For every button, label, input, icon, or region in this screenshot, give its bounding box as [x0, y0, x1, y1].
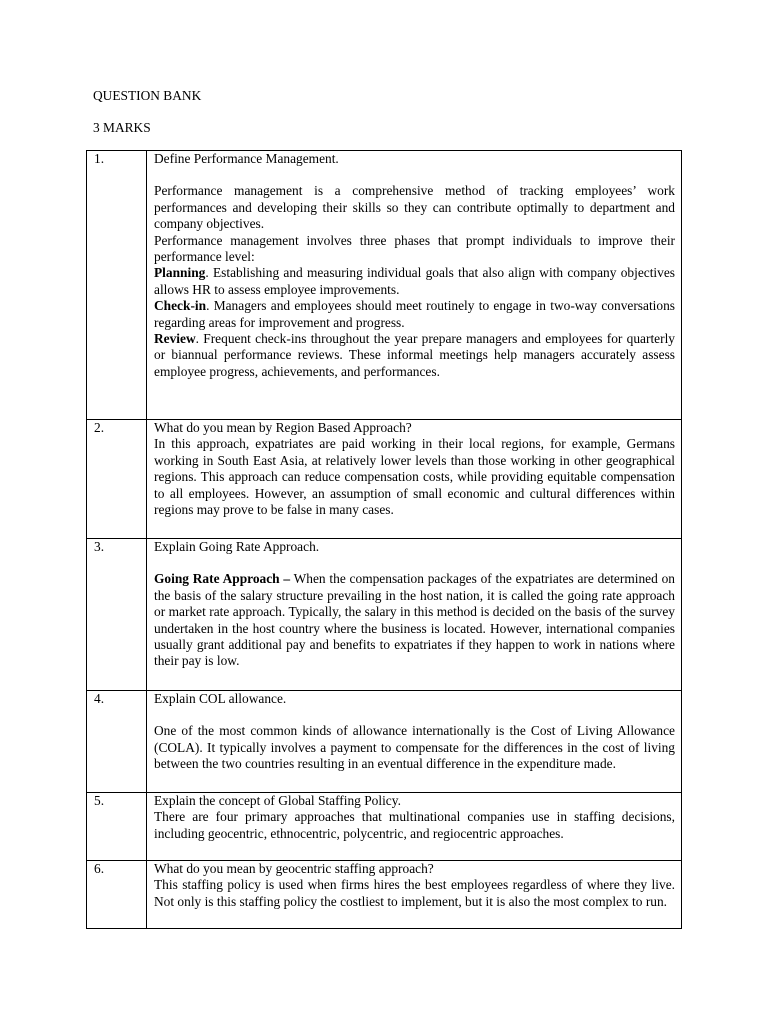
question-text: Explain Going Rate Approach. — [154, 539, 320, 554]
table-row — [87, 420, 682, 539]
question-text: Define Performance Management. — [154, 151, 339, 166]
answer-paragraph: In this approach, expatriates are paid working in their local regions, for example, Germans working in South East Asia, at relatively lower levels than those working in other geographical regions. This approach can reduce compensation costs, while providing equitable compensation to all employees. However, an assumption of small economic and cultural differences within regions may prove to be false in many cases. — [154, 436, 675, 518]
answer-paragraph: Performance management involves three phases that prompt individuals to improve their performance level: — [154, 232, 675, 265]
question-cell — [147, 539, 682, 691]
question-text: What do you mean by Region Based Approach? — [154, 420, 412, 435]
answer-paragraph: There are four primary approaches that multinational companies use in staffing decisions, including geocentric, ethnocentric, polycentric, and regiocentric approaches. — [154, 809, 675, 841]
table-row — [87, 151, 682, 420]
phase-term: Review — [154, 331, 196, 347]
phase-text: . Establishing and measuring individual goals that also align with company objectives allows HR to assess employee improvements. — [154, 265, 675, 297]
question-number: 4. — [87, 691, 147, 793]
question-cell — [147, 151, 682, 420]
question-table — [86, 150, 682, 929]
question-cell — [147, 691, 682, 793]
question-number: 6. — [87, 861, 147, 929]
question-text: Explain COL allowance. — [154, 691, 287, 706]
answer-term: Going Rate Approach – — [154, 571, 291, 587]
question-number: 2. — [87, 420, 147, 539]
question-text: Explain the concept of Global Staffing Policy. — [154, 793, 401, 808]
answer-text: When the compensation packages of the expatriates are determined on the basis of the salary structure prevailing in the host nation, it is called the going rate approach or market rate approach. Typically, the salary in this method is decided on the basis of the survey undertaken in the host country where the business is located. However, international companies usually grant additional pay and benefits to expatriates if they happen to work in nations where their pay is low. — [154, 571, 675, 669]
question-number: 1. — [87, 151, 147, 420]
table-row — [87, 691, 682, 793]
answer-paragraph: This staffing policy is used when firms hires the best employees regardless of where they live. Not only is this staffing policy the costliest to implement, but it is also the most complex to run. — [154, 877, 675, 909]
marks-heading: 3 MARKS — [93, 120, 151, 135]
phase-item — [154, 331, 675, 380]
answer-paragraph: Performance management is a comprehensive method of tracking employees’ work performances and developing their skills so they can contribute optimally to department and company objectives. — [154, 183, 675, 232]
question-cell — [147, 861, 682, 929]
table-row — [87, 539, 682, 691]
question-number: 3. — [87, 539, 147, 691]
document-title: QUESTION BANK — [93, 88, 202, 103]
phase-item — [154, 298, 675, 331]
answer-paragraph: One of the most common kinds of allowance internationally is the Cost of Living Allowance (COLA). It typically involves a payment to compensate for the differences in the cost of living between the two countries resulting in an eventual difference in the expenditure made. — [154, 723, 675, 772]
phase-text: . Frequent check-ins throughout the year prepare managers and employees for quarterly or biannual performance reviews. These informal meetings help managers accurately assess employee progress, achievements, and performances. — [154, 331, 675, 379]
phase-term: Planning — [154, 265, 206, 281]
phase-text: . Managers and employees should meet routinely to engage in two-way conversations regarding areas for improvement and progress. — [154, 298, 675, 330]
table-row — [87, 793, 682, 861]
question-text: What do you mean by geocentric staffing approach? — [154, 861, 434, 876]
phase-item — [154, 265, 675, 298]
question-cell — [147, 793, 682, 861]
question-number: 5. — [87, 793, 147, 861]
answer-paragraph — [154, 571, 675, 669]
table-row — [87, 861, 682, 929]
phase-term: Check-in — [154, 298, 207, 314]
question-cell — [147, 420, 682, 539]
